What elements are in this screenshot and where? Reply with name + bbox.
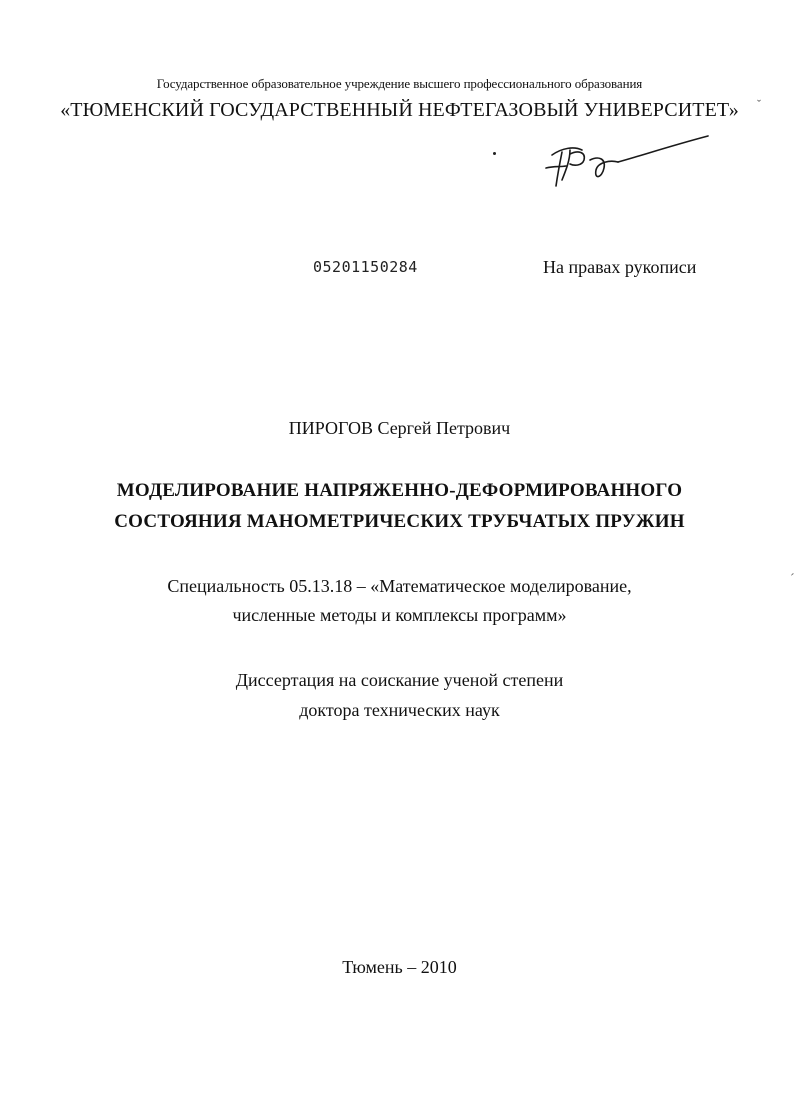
- thesis-title-line-1: МОДЕЛИРОВАНИЕ НАПРЯЖЕННО-ДЕФОРМИРОВАННОГО: [116, 480, 683, 501]
- dissertation-line-2: доктора технических наук: [299, 700, 500, 720]
- university-name: «ТЮМЕНСКИЙ ГОСУДАРСТВЕННЫЙ НЕФТЕГАЗОВЫЙ УНИВЕРСИТЕТ»: [60, 99, 739, 121]
- ink-dot: [493, 152, 496, 155]
- dissertation-line-1: Диссертация на соискание ученой степени: [235, 670, 564, 690]
- organization-line: Государственное образовательное учреждение высшего профессионального образования: [156, 76, 643, 91]
- place-and-year: Тюмень – 2010: [342, 957, 457, 977]
- edge-mark: ˊ: [790, 572, 795, 587]
- thesis-title-line-2: СОСТОЯНИЯ МАНОМЕТРИЧЕСКИХ ТРУБЧАТЫХ ПРУЖИН: [114, 511, 685, 532]
- registry-code: 05201150284: [313, 258, 418, 276]
- rights-note: На правах рукописи: [543, 257, 697, 277]
- signature-icon: [540, 130, 720, 200]
- specialty-line-1: Специальность 05.13.18 – «Математическое моделирование,: [167, 576, 632, 596]
- specialty-line-2: численные методы и комплексы программ»: [232, 605, 567, 625]
- author-name: ПИРОГОВ Сергей Петрович: [288, 418, 511, 438]
- corner-mark: ˇ: [757, 97, 761, 111]
